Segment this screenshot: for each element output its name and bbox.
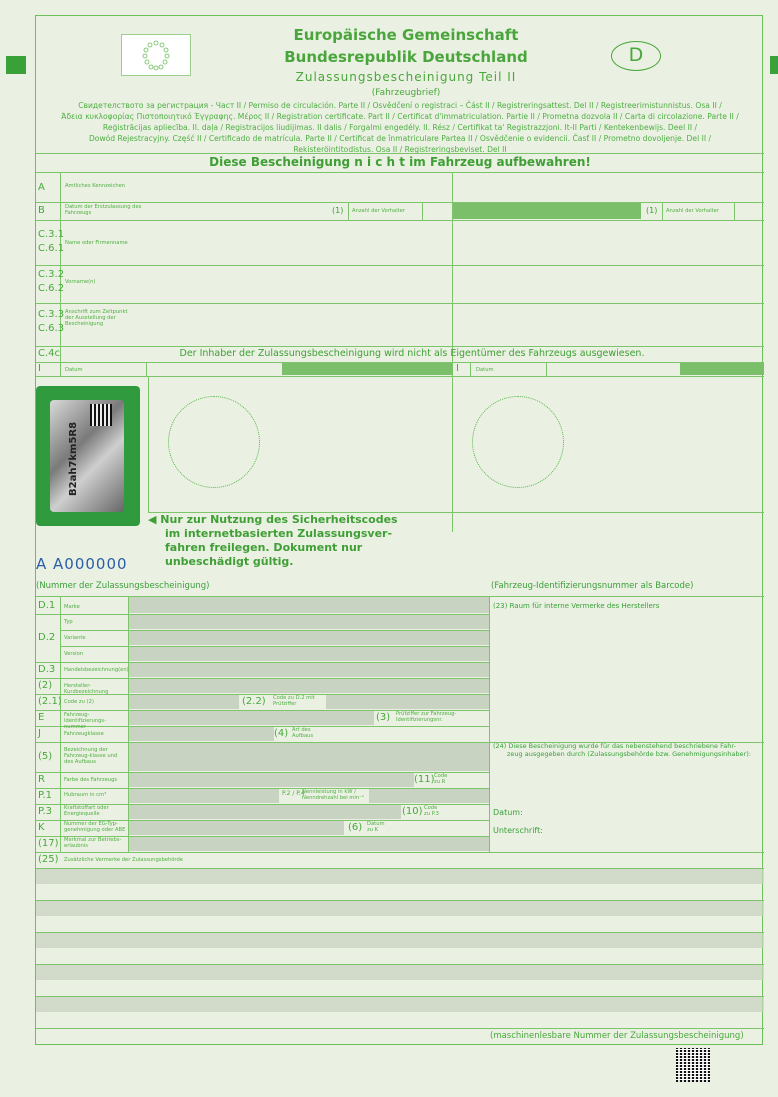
security-scratch-field[interactable] bbox=[50, 400, 124, 512]
c4c-text: Der Inhaber der Zulassungsbescheinigung wird nicht als Eigentümer des Fahrzeugs ausgewiesen. bbox=[179, 348, 645, 359]
label-pruefziffer: Prüfziffer zur Fahrzeug-Identifizierungsnr. bbox=[396, 711, 457, 723]
multilingual-line5: Rekisteröintitodistus. Osa II / Registreringsbeviset. Del II bbox=[293, 145, 507, 154]
field-bezeichnung bbox=[129, 743, 489, 771]
field-farbe bbox=[129, 773, 414, 787]
code-r: R bbox=[38, 774, 45, 785]
code-2-2: (2.2) bbox=[242, 696, 266, 707]
field-typgenehmigung bbox=[129, 821, 344, 835]
code-e: E bbox=[38, 712, 45, 723]
box24-datum: Datum: bbox=[493, 808, 523, 817]
code-b: B bbox=[38, 205, 45, 216]
vermerk-line-5 bbox=[36, 997, 764, 1012]
code-c31: C.3.1 C.6.1 bbox=[38, 229, 65, 254]
field-nennleistung bbox=[369, 789, 489, 803]
label-anschrift: Anschrift zum Zeitpunkt der Ausstellung der Bescheinigung bbox=[65, 309, 128, 327]
edge-marker-right bbox=[770, 56, 778, 74]
label-fahrzeugklasse: Fahrzeugklasse bbox=[64, 731, 104, 737]
label-fin: Fahrzeug-Identifizierungs-nummer bbox=[64, 712, 106, 730]
edge-marker-left bbox=[6, 56, 26, 74]
country-code: D bbox=[611, 41, 661, 71]
eu-stars-icon bbox=[122, 35, 190, 75]
code-4: (4) bbox=[274, 728, 289, 739]
code-c33: C.3.3 C.6.3 bbox=[38, 309, 65, 334]
field-typ bbox=[129, 615, 489, 629]
code-d1: D.1 bbox=[38, 600, 56, 611]
security-panel bbox=[36, 386, 140, 526]
code-2: (2) bbox=[38, 680, 53, 691]
field-marke bbox=[129, 597, 489, 613]
code-k: K bbox=[38, 822, 45, 833]
form-sheet bbox=[35, 15, 763, 1045]
label-betriebserlaubnis: Merkmal zur Betriebs-erlaubnis bbox=[64, 837, 122, 849]
label-code-r: Code zu R bbox=[434, 773, 448, 785]
multilingual-line4: Dowód Rejestracyjny. Część II / Certificado de matrícula. Parte II / Certificat de înmatriculare Partea II / Osvědčenie o evidencii. Časť II / Prometno dovoljenje. Del II / bbox=[88, 134, 712, 143]
box23-label: (23) Raum für interne Vermerke des Herstellers bbox=[493, 602, 660, 610]
box24-unterschrift: Unterschrift: bbox=[493, 826, 543, 835]
warning-text: Diese Bescheinigung n i c h t im Fahrzeug aufbewahren! bbox=[209, 155, 591, 169]
code-10: (10) bbox=[402, 806, 423, 817]
security-note: ◀ Nur zur Nutzung des Sicherheitscodes im internetbasierten Zulassungsver- fahren freilegen. Dokument nur unbeschädigt gültig. bbox=[148, 513, 398, 568]
field-code2 bbox=[129, 695, 239, 709]
field-version bbox=[129, 647, 489, 661]
code-11: (11) bbox=[414, 774, 435, 785]
header-line2: Bundesrepublik Deutschland bbox=[284, 48, 528, 66]
label-nennleistung: Nennleistung in kW / Nenndrehzahl bei min⁻¹ bbox=[302, 789, 364, 801]
field-hubraum bbox=[129, 789, 279, 803]
field-hersteller bbox=[129, 679, 489, 693]
code-d3: D.3 bbox=[38, 664, 56, 675]
code-c32: C.3.2 C.6.2 bbox=[38, 269, 65, 294]
code-c4c: C.4c bbox=[38, 348, 61, 359]
label-farbe: Farbe des Fahrzeugs bbox=[64, 777, 118, 783]
vorhalter-code-right: (1) bbox=[646, 206, 658, 215]
code-d2: D.2 bbox=[38, 632, 56, 643]
field-kraftstoff bbox=[129, 805, 401, 819]
label-typ: Typ bbox=[64, 619, 73, 625]
code-2-1: (2.1) bbox=[38, 696, 62, 707]
label-bezeichnung: Bezeichnung der Fahrzeug-klasse und des Aufbaus bbox=[64, 747, 118, 765]
vermerk-line-4 bbox=[36, 965, 764, 980]
vorhalter-label-left: Anzahl der Vorhalter bbox=[352, 208, 406, 214]
vorhalter-code-left: (1) bbox=[332, 206, 344, 215]
label-marke: Marke bbox=[64, 604, 80, 610]
document-number: A A000000 bbox=[36, 555, 128, 573]
arrow-left-icon: ◀ bbox=[148, 513, 161, 526]
code-p3: P.3 bbox=[38, 806, 53, 817]
multilingual-line2: Άδεια κυκλοφορίας Πιστοποιητικό Έγγραφης. Μέρος II / Registration certificate. Part II / Certificat d'immatriculation. Partie II / Prometna dozvola II / Carta di circolazione. Parte II / bbox=[61, 112, 739, 121]
datum-field-left bbox=[282, 363, 452, 375]
label-variante: Variante bbox=[64, 635, 86, 641]
document-number-caption: (Nummer der Zulassungsbescheinigung) bbox=[36, 581, 210, 591]
field-variante bbox=[129, 631, 489, 645]
datum-field-right bbox=[680, 363, 764, 375]
label-kraftstoff: Kraftstoffart oder Energiequelle bbox=[64, 805, 109, 817]
datum-label-right: Datum bbox=[476, 367, 494, 373]
stamp-circle-left bbox=[168, 396, 260, 488]
barcode-caption: (Fahrzeug-Identifizierungsnummer als Barcode) bbox=[491, 581, 694, 591]
label-handelsbezeichnung: Handelsbezeichnung(en) bbox=[64, 667, 129, 673]
machine-number-caption: (maschinenlesbare Nummer der Zulassungsbescheinigung) bbox=[490, 1031, 744, 1041]
code-6: (6) bbox=[348, 822, 363, 833]
box24-label: (24) Diese Bescheinigung wurde für das nebenstehend beschriebene Fahr- zeug ausgegeben durch (Zulassungsbehörde bzw. Genehmigungsinhaber): bbox=[493, 742, 751, 758]
header-line4: (Fahrzeugbrief) bbox=[371, 88, 441, 98]
multilingual-line3: Reģistrācijas apliecība. II. daļa / Registracijos liudijimas. II dalis / Forgalmi engedély. II. Rész / Certifikat ta' Registrazzjoni. It-II Parti / Kentekenbewijs. Deel II / bbox=[102, 123, 698, 132]
datum-label-left: Datum bbox=[65, 367, 83, 373]
label-aufbau: Art des Aufbaus bbox=[292, 727, 314, 739]
security-code-text: B2ah7km5R8 bbox=[68, 421, 79, 496]
multilingual-text bbox=[36, 100, 764, 155]
vermerk-line-3 bbox=[36, 933, 764, 948]
code-p1: P.1 bbox=[38, 790, 53, 801]
vorhalter-label-right: Anzahl der Vorhalter bbox=[666, 208, 720, 214]
header-line1: Europäische Gemeinschaft bbox=[293, 26, 519, 44]
label-typgenehmigung: Nummer der EG-Typ-genehmigung oder ABE bbox=[64, 821, 126, 833]
code-i-right: I bbox=[456, 363, 459, 374]
code-a: A bbox=[38, 182, 45, 193]
label-vorname: Vorname(n) bbox=[65, 279, 96, 285]
label-vermerke: Zusätzliche Vermerke der Zulassungsbehörde bbox=[64, 857, 183, 863]
code-j: J bbox=[38, 728, 41, 739]
code-i-left: I bbox=[38, 363, 41, 374]
label-name: Name oder Firmenname bbox=[65, 240, 128, 246]
label-code-p3: Code zu P.3 bbox=[424, 805, 439, 817]
label-hubraum: Hubraum in cm³ bbox=[64, 792, 107, 798]
field-fahrzeugklasse bbox=[129, 727, 274, 741]
header-line3: Zulassungsbescheinigung Teil II bbox=[295, 70, 517, 84]
field-handelsbezeichnung bbox=[129, 663, 489, 677]
code-3: (3) bbox=[376, 712, 391, 723]
code-5: (5) bbox=[38, 751, 53, 762]
label-code2: Code zu (2) bbox=[64, 699, 94, 705]
label-code-d2: Code zu D.2 mit Prüfziffer bbox=[273, 695, 315, 707]
label-datum-k: Datum zu K bbox=[367, 821, 385, 833]
label-version: Version bbox=[64, 651, 84, 657]
field-betriebserlaubnis bbox=[129, 837, 489, 851]
label-hersteller: Hersteller-Kurzbezeichnung bbox=[64, 683, 109, 695]
code-p2-p4: P.2 / P.4 bbox=[282, 790, 305, 797]
stamp-circle-right bbox=[472, 396, 564, 488]
datamatrix-barcode-icon bbox=[676, 1048, 710, 1082]
erstzulassung-field-shaded bbox=[453, 203, 641, 219]
label-erstzulassung: Datum der Erstzulassung des Fahrzeugs bbox=[65, 204, 142, 216]
vermerk-line-1 bbox=[36, 869, 764, 884]
vermerk-line-2 bbox=[36, 901, 764, 916]
multilingual-line1: Свидетелството за регистрация - Част II / Permiso de circulación. Parte II / Osvědčení o registraci – Část II / Registreringsattest. Del II / Registreerimistunnistus. Osa II / bbox=[78, 101, 722, 110]
code-17: (17) bbox=[38, 838, 59, 849]
field-code-d2 bbox=[326, 695, 489, 709]
label-kennzeichen: Amtliches Kennzeichen bbox=[65, 183, 126, 189]
security-datamatrix-icon bbox=[90, 404, 112, 426]
field-fin bbox=[129, 711, 374, 725]
eu-flag bbox=[121, 34, 191, 76]
code-25: (25) bbox=[38, 854, 59, 865]
